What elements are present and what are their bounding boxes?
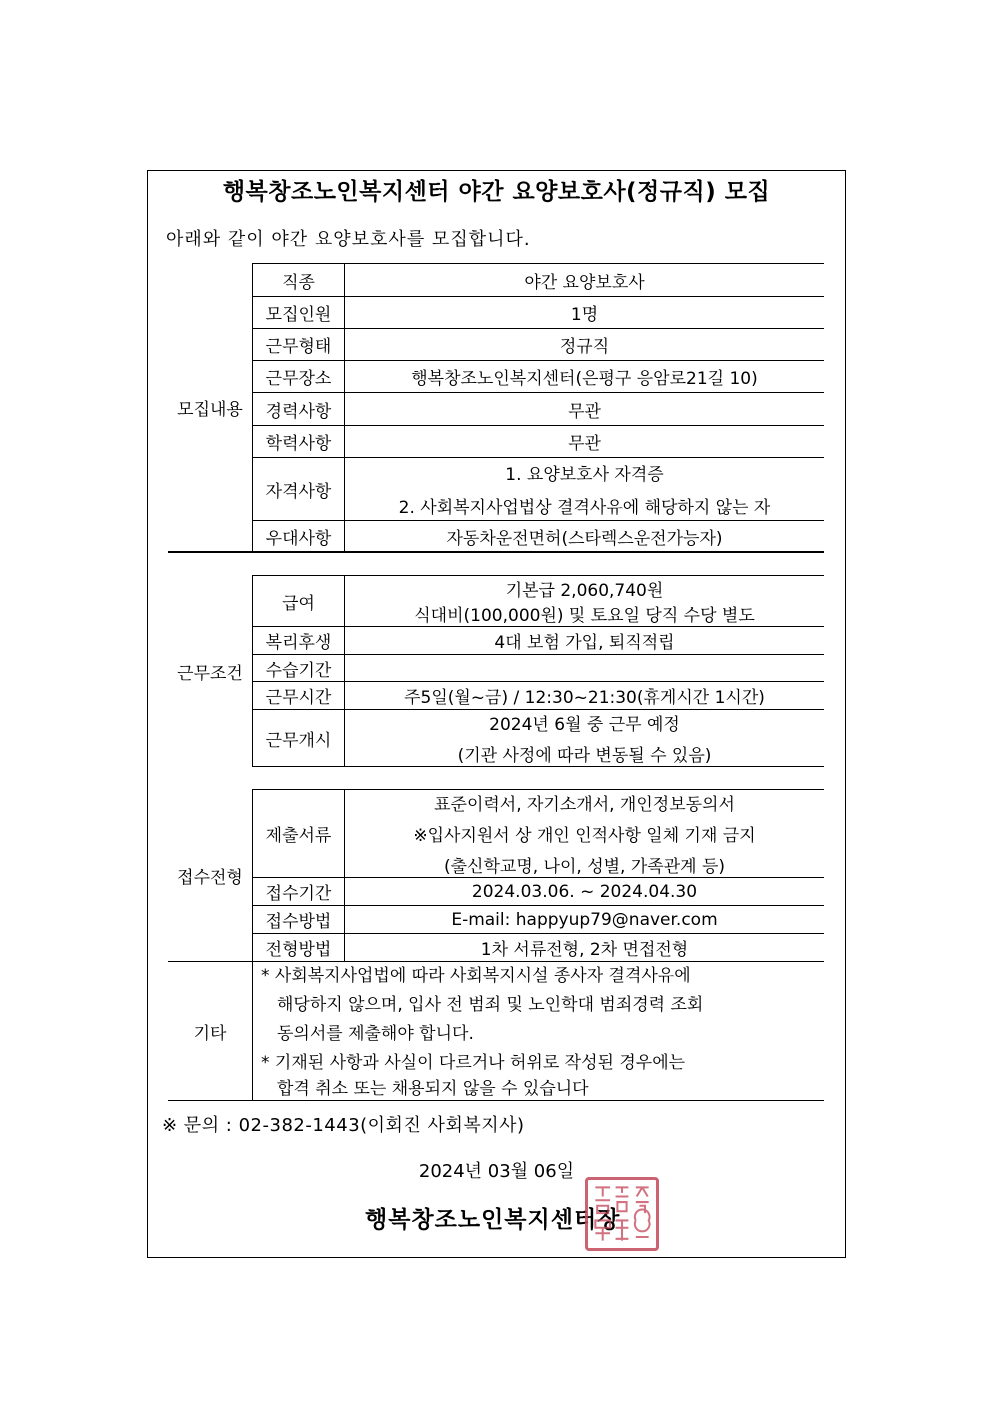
- note-line: * 기재된 사항과 사실이 다르거나 허위로 작성된 경우에는: [261, 1053, 686, 1073]
- row-label: 모집인원: [253, 297, 345, 329]
- section-apply: 접수전형: [168, 790, 253, 962]
- row-value: [345, 458, 825, 521]
- row-label: 접수방법: [253, 906, 345, 934]
- work-table: [168, 575, 824, 767]
- seal-graphic: [588, 1180, 656, 1248]
- row-value: [345, 576, 825, 627]
- row-value: E-mail: happyup79@naver.com: [345, 906, 825, 934]
- inquiry-text: ※ 문의 : 02-382-1443(이회진 사회복지사): [162, 1115, 525, 1136]
- section-recruit: 모집내용: [168, 264, 253, 552]
- section-work: 근무조건: [168, 576, 253, 767]
- note-line: 합격 취소 또는 채용되지 않을 수 있습니다: [277, 1079, 589, 1099]
- value-line: 2. 사회복지사업법상 결격사유에 해당하지 않는 자: [398, 498, 771, 518]
- recruit-table: [168, 263, 824, 553]
- row-value: 무관: [345, 393, 825, 426]
- row-value: 정규직: [345, 329, 825, 361]
- value-line: 식대비(100,000원) 및 토요일 당직 수당 별도: [414, 606, 755, 626]
- value-line: 기본급 2,060,740원: [505, 581, 664, 601]
- value-line: 2024년 6월 중 근무 예정: [489, 715, 680, 735]
- etc-notes: [253, 962, 825, 1101]
- row-label: 근무시간: [253, 682, 345, 710]
- row-value: [345, 710, 825, 767]
- row-label: 급여: [253, 576, 345, 627]
- row-value: [345, 790, 825, 878]
- row-label: 직종: [253, 264, 345, 297]
- row-value: 자동차운전면허(스타렉스운전가능자): [345, 521, 825, 552]
- row-value: [345, 655, 825, 682]
- notice-frame: [147, 170, 846, 1258]
- row-label: 우대사항: [253, 521, 345, 552]
- value-line: ※입사지원서 상 개인 인적사항 일체 기재 금지: [413, 826, 756, 846]
- page-title: 행복창조노인복지센터 야간 요양보호사(정규직) 모집: [222, 179, 771, 205]
- value-line: (기관 사정에 따라 변동될 수 있음): [457, 746, 712, 766]
- row-label: 학력사항: [253, 426, 345, 458]
- row-label: 복리후생: [253, 627, 345, 655]
- row-value: 무관: [345, 426, 825, 458]
- row-label: 근무개시: [253, 710, 345, 767]
- divider: [168, 552, 824, 553]
- row-value: 1명: [345, 297, 825, 329]
- note-line: 동의서를 제출해야 합니다.: [277, 1024, 474, 1044]
- row-label: 근무장소: [253, 361, 345, 393]
- row-label: 접수기간: [253, 878, 345, 906]
- row-value: 4대 보험 가입, 퇴직적립: [345, 627, 825, 655]
- value-line: 1. 요양보호사 자격증: [505, 465, 664, 485]
- apply-table: [168, 789, 824, 1101]
- row-value: 2024.03.06. ~ 2024.04.30: [345, 878, 825, 906]
- row-label: 경력사항: [253, 393, 345, 426]
- row-value: 주5일(월~금) / 12:30~21:30(휴게시간 1시간): [345, 682, 825, 710]
- issue-date: 2024년 03월 06일: [418, 1161, 575, 1182]
- row-label: 자격사항: [253, 458, 345, 521]
- signer-name: 행복창조노인복지센터장: [365, 1207, 621, 1233]
- row-label: 제출서류: [253, 790, 345, 878]
- row-value: 행복창조노인복지센터(은평구 응암로21길 10): [345, 361, 825, 393]
- row-label: 전형방법: [253, 934, 345, 962]
- note-line: 해당하지 않으며, 입사 전 범죄 및 노인학대 범죄경력 조회: [277, 995, 704, 1015]
- row-label: 근무형태: [253, 329, 345, 361]
- note-line: * 사회복지사업법에 따라 사회복지시설 종사자 결격사유에: [261, 966, 691, 986]
- value-line: 표준이력서, 자기소개서, 개인정보동의서: [434, 795, 735, 815]
- section-etc: 기타: [168, 962, 253, 1101]
- row-label: 수습기간: [253, 655, 345, 682]
- intro-text: 아래와 같이 야간 요양보호사를 모집합니다.: [166, 229, 531, 250]
- row-value: 1차 서류전형, 2차 면접전형: [345, 934, 825, 962]
- official-seal: [585, 1177, 659, 1251]
- value-line: (출신학교명, 나이, 성별, 가족관계 등): [444, 857, 725, 877]
- row-value: 야간 요양보호사: [345, 264, 825, 297]
